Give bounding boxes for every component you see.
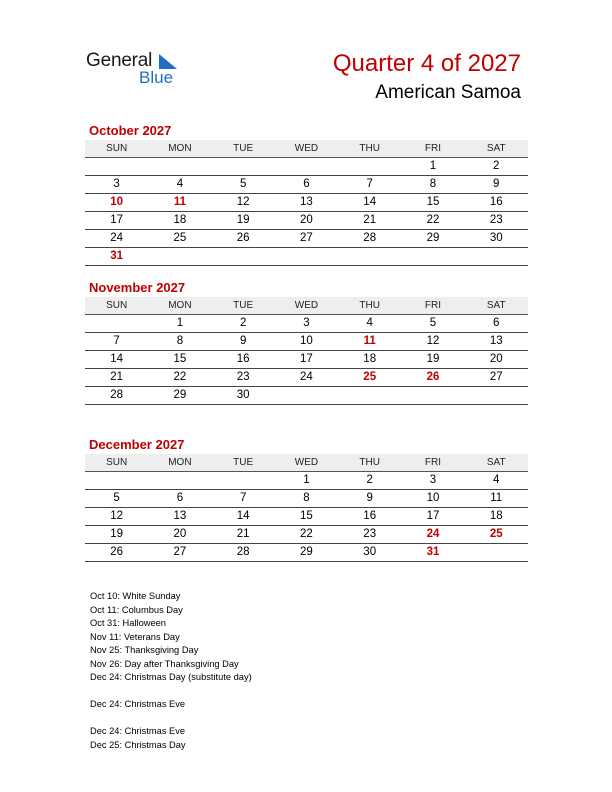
day-cell: 8 bbox=[176, 335, 184, 347]
day-cell bbox=[338, 248, 401, 265]
weekday-label: THU bbox=[359, 300, 380, 311]
day-cell: 18 bbox=[363, 353, 377, 365]
holiday-note: Oct 11: Columbus Day bbox=[90, 604, 183, 615]
day-cell: 13 bbox=[489, 335, 503, 347]
day-cell: 20 bbox=[489, 353, 503, 365]
day-cell: 31 bbox=[110, 250, 124, 262]
month-title: October 2027 bbox=[89, 123, 172, 138]
day-cell: 26 bbox=[426, 371, 440, 383]
day-cell: 11 bbox=[490, 492, 503, 504]
day-cell: 24 bbox=[110, 232, 124, 244]
day-cell: 29 bbox=[426, 232, 440, 244]
weekday-label: SUN bbox=[106, 143, 128, 154]
month-title: December 2027 bbox=[89, 437, 185, 452]
day-cell: 15 bbox=[300, 510, 313, 522]
weekday-label: WED bbox=[294, 457, 319, 468]
day-cell: 20 bbox=[300, 214, 313, 226]
day-cell: 10 bbox=[110, 196, 124, 208]
day-cell bbox=[85, 315, 148, 332]
month-october bbox=[85, 122, 528, 266]
day-cell bbox=[212, 248, 275, 265]
day-cell: 2 bbox=[366, 474, 373, 486]
day-cell: 17 bbox=[426, 510, 440, 522]
day-cell bbox=[212, 158, 275, 175]
week-row bbox=[85, 315, 528, 333]
week-row bbox=[85, 544, 528, 562]
holiday-note: Dec 24: Christmas Day (substitute day) bbox=[90, 672, 252, 682]
month-november bbox=[85, 279, 528, 405]
day-cell: 5 bbox=[429, 317, 437, 329]
day-cell bbox=[85, 158, 148, 175]
day-cell: 28 bbox=[363, 232, 377, 244]
holiday-note: Oct 10: White Sunday bbox=[90, 591, 181, 601]
month-title: November 2027 bbox=[89, 280, 186, 295]
day-cell: 10 bbox=[300, 335, 313, 347]
day-cell: 4 bbox=[366, 317, 373, 329]
day-cell: 8 bbox=[429, 178, 437, 190]
day-cell: 16 bbox=[236, 353, 250, 365]
weekday-label: SAT bbox=[486, 457, 506, 468]
day-cell: 21 bbox=[363, 214, 377, 226]
day-cell: 19 bbox=[236, 214, 250, 226]
logo-text-general: General bbox=[86, 50, 153, 71]
day-cell: 21 bbox=[110, 371, 124, 383]
day-cell: 27 bbox=[300, 232, 313, 244]
day-cell: 1 bbox=[176, 317, 184, 329]
holiday-note: Dec 25: Christmas Day bbox=[90, 739, 186, 750]
page-subtitle: American Samoa bbox=[375, 82, 521, 103]
day-cell: 13 bbox=[173, 510, 187, 522]
weekday-label: THU bbox=[359, 457, 380, 468]
day-cell: 29 bbox=[173, 389, 187, 401]
day-cell: 25 bbox=[489, 528, 503, 540]
holiday-note: Oct 31: Halloween bbox=[90, 618, 166, 628]
holiday-notes bbox=[90, 590, 252, 752]
day-cell: 4 bbox=[176, 178, 184, 190]
day-cell: 30 bbox=[236, 389, 250, 401]
day-cell: 4 bbox=[493, 474, 500, 486]
day-cell: 7 bbox=[239, 492, 247, 504]
day-cell: 29 bbox=[300, 546, 313, 558]
day-cell: 3 bbox=[303, 317, 310, 329]
day-cell: 5 bbox=[239, 178, 247, 190]
day-cell: 27 bbox=[173, 546, 187, 558]
weekday-label: FRI bbox=[424, 300, 442, 311]
day-cell bbox=[148, 158, 211, 175]
day-cell: 11 bbox=[363, 335, 376, 347]
holiday-note bbox=[90, 685, 252, 699]
week-row bbox=[85, 194, 528, 212]
day-cell: 19 bbox=[110, 528, 124, 540]
week-row bbox=[85, 230, 528, 248]
week-row bbox=[85, 369, 528, 387]
day-cell: 23 bbox=[489, 214, 503, 226]
week-row bbox=[85, 387, 528, 405]
day-cell: 30 bbox=[489, 232, 503, 244]
day-cell: 26 bbox=[110, 546, 124, 558]
day-cell: 25 bbox=[363, 371, 377, 383]
logo-text-blue: Blue bbox=[139, 68, 174, 87]
day-cell: 10 bbox=[426, 492, 440, 504]
day-cell: 2 bbox=[493, 160, 500, 172]
weekday-header bbox=[85, 140, 528, 158]
week-row bbox=[85, 212, 528, 230]
day-cell: 28 bbox=[236, 546, 250, 558]
day-cell: 22 bbox=[426, 214, 440, 226]
day-cell: 3 bbox=[429, 474, 437, 486]
weeks-grid bbox=[85, 158, 528, 266]
week-row bbox=[85, 248, 528, 266]
week-row bbox=[85, 158, 528, 176]
day-cell: 31 bbox=[426, 546, 440, 558]
day-cell: 8 bbox=[303, 492, 310, 504]
weekday-label: THU bbox=[359, 143, 380, 154]
day-cell: 24 bbox=[426, 528, 440, 540]
day-cell: 6 bbox=[303, 178, 310, 190]
weekday-label: SAT bbox=[486, 300, 506, 311]
week-row bbox=[85, 508, 528, 526]
weekday-label: MON bbox=[168, 143, 192, 154]
day-cell: 15 bbox=[426, 196, 440, 208]
week-row bbox=[85, 333, 528, 351]
day-cell: 14 bbox=[110, 353, 124, 365]
day-cell bbox=[148, 248, 211, 265]
day-cell: 5 bbox=[113, 492, 120, 504]
day-cell: 11 bbox=[173, 196, 186, 208]
weekday-label: WED bbox=[294, 143, 319, 154]
day-cell: 19 bbox=[426, 353, 440, 365]
holiday-note: Nov 25: Thanksgiving Day bbox=[90, 645, 199, 655]
weekday-label: SUN bbox=[106, 300, 128, 311]
day-cell bbox=[148, 472, 211, 489]
page-title: Quarter 4 of 2027 bbox=[332, 50, 521, 77]
day-cell: 12 bbox=[426, 335, 440, 347]
day-cell: 3 bbox=[113, 178, 120, 190]
day-cell: 1 bbox=[429, 160, 437, 172]
week-row bbox=[85, 490, 528, 508]
weekday-label: SAT bbox=[486, 143, 506, 154]
weekday-label: FRI bbox=[424, 457, 442, 468]
day-cell: 22 bbox=[300, 528, 313, 540]
day-cell: 14 bbox=[363, 196, 377, 208]
day-cell: 23 bbox=[236, 371, 250, 383]
day-cell: 1 bbox=[303, 474, 310, 486]
holiday-note: Dec 24: Christmas Eve bbox=[90, 726, 186, 736]
weekday-label: WED bbox=[294, 300, 319, 311]
day-cell bbox=[85, 472, 148, 489]
day-cell bbox=[338, 158, 401, 175]
day-cell: 23 bbox=[363, 528, 377, 540]
day-cell: 16 bbox=[363, 510, 377, 522]
day-cell: 16 bbox=[489, 196, 503, 208]
day-cell: 9 bbox=[366, 492, 373, 504]
day-cell: 7 bbox=[113, 335, 120, 347]
day-cell: 26 bbox=[236, 232, 250, 244]
day-cell: 25 bbox=[173, 232, 187, 244]
day-cell: 27 bbox=[489, 371, 503, 383]
day-cell: 6 bbox=[176, 492, 184, 504]
weekday-label: FRI bbox=[424, 143, 442, 154]
day-cell: 7 bbox=[366, 178, 373, 190]
holiday-note: Nov 26: Day after Thanksgiving Day bbox=[90, 658, 239, 669]
day-cell: 12 bbox=[110, 510, 124, 522]
day-cell: 20 bbox=[173, 528, 187, 540]
weeks-grid bbox=[85, 472, 528, 562]
day-cell: 17 bbox=[110, 214, 124, 226]
day-cell: 17 bbox=[300, 353, 313, 365]
day-cell bbox=[275, 387, 338, 404]
day-cell: 21 bbox=[236, 528, 250, 540]
weekday-label: TUE bbox=[233, 457, 254, 468]
weekday-header bbox=[85, 297, 528, 315]
day-cell: 13 bbox=[300, 196, 313, 208]
day-cell: 9 bbox=[493, 178, 500, 190]
generalblue-logo bbox=[86, 50, 196, 90]
day-cell bbox=[275, 158, 338, 175]
holiday-note: Dec 24: Christmas Eve bbox=[90, 699, 186, 709]
weekday-label: MON bbox=[168, 300, 192, 311]
week-row bbox=[85, 176, 528, 194]
day-cell: 12 bbox=[236, 196, 250, 208]
day-cell: 22 bbox=[173, 371, 187, 383]
day-cell: 18 bbox=[173, 214, 187, 226]
day-cell: 15 bbox=[173, 353, 187, 365]
weekday-header bbox=[85, 454, 528, 472]
week-row bbox=[85, 351, 528, 369]
day-cell: 28 bbox=[110, 389, 124, 401]
day-cell bbox=[401, 387, 464, 404]
day-cell: 30 bbox=[363, 546, 377, 558]
day-cell: 24 bbox=[300, 371, 313, 383]
day-cell: 2 bbox=[239, 317, 247, 329]
weekday-label: SUN bbox=[106, 457, 128, 468]
day-cell: 9 bbox=[239, 335, 247, 347]
holiday-note: Nov 11: Veterans Day bbox=[90, 631, 180, 642]
day-cell bbox=[465, 387, 528, 404]
weekday-label: MON bbox=[168, 457, 192, 468]
weeks-grid bbox=[85, 315, 528, 405]
holiday-note bbox=[90, 712, 252, 726]
week-row bbox=[85, 472, 528, 490]
day-cell: 6 bbox=[493, 317, 500, 329]
day-cell bbox=[212, 472, 275, 489]
week-row bbox=[85, 526, 528, 544]
month-december bbox=[85, 436, 528, 562]
weekday-label: TUE bbox=[233, 300, 254, 311]
day-cell bbox=[275, 248, 338, 265]
day-cell: 18 bbox=[489, 510, 503, 522]
day-cell bbox=[465, 248, 528, 265]
day-cell bbox=[338, 387, 401, 404]
day-cell: 14 bbox=[236, 510, 250, 522]
weekday-label: TUE bbox=[233, 143, 254, 154]
day-cell bbox=[401, 248, 464, 265]
day-cell bbox=[465, 544, 528, 561]
